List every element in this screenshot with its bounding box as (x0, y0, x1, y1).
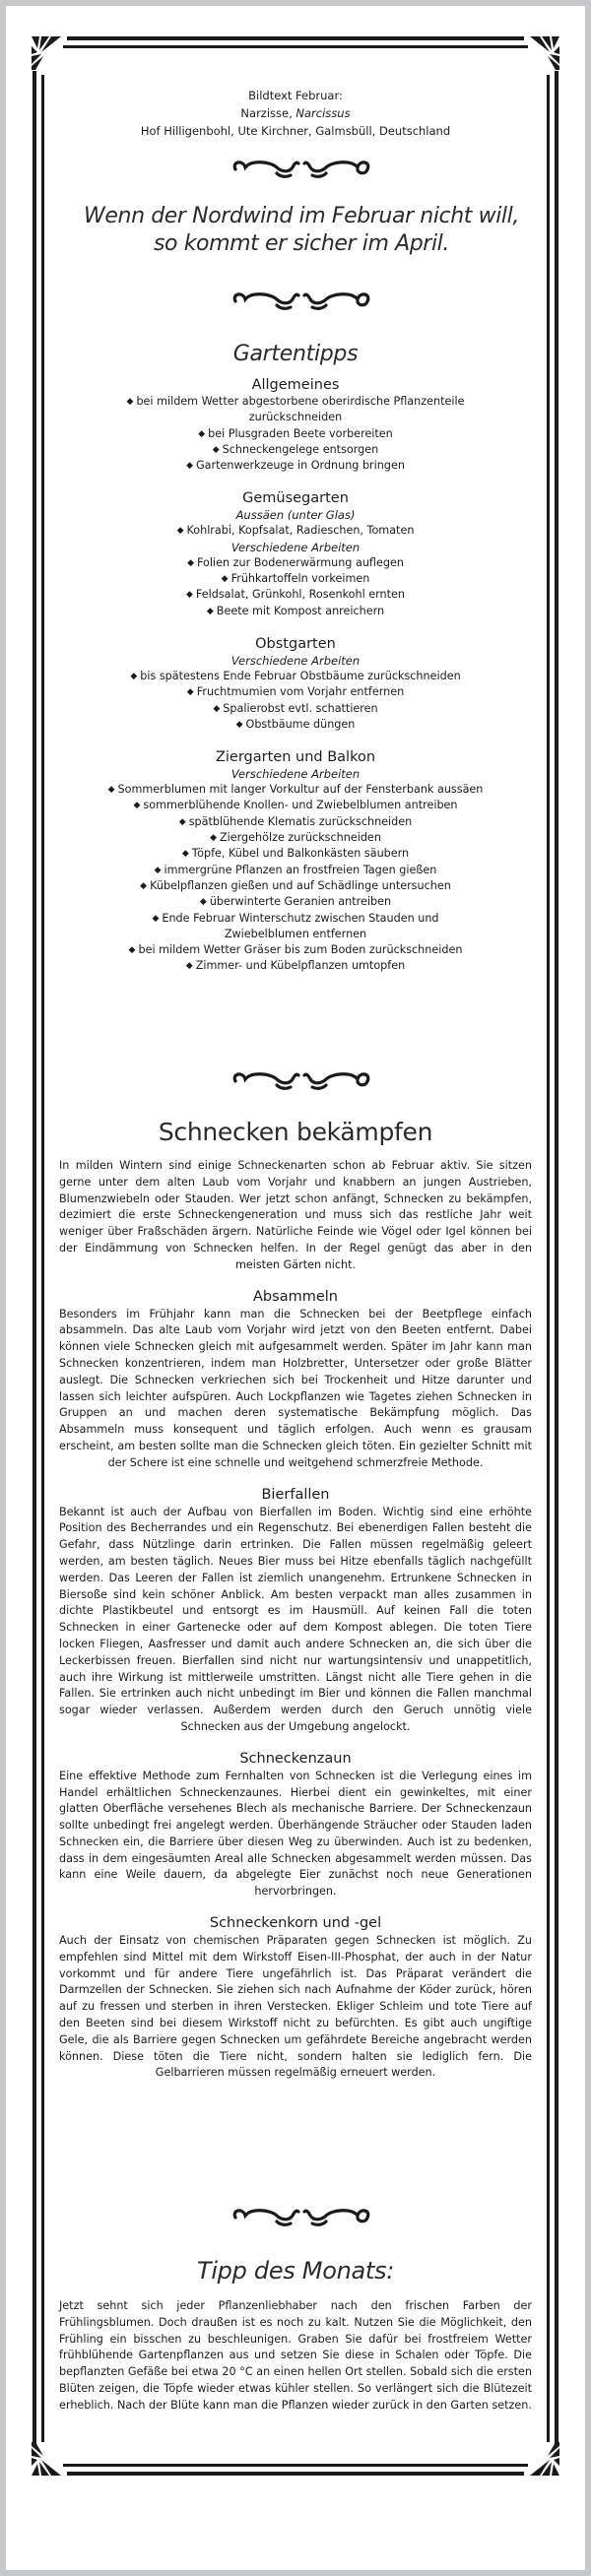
tip-item: ◆ Ende Februar Winterschutz zwischen Stauden und Zwiebelblumen entfernen (152, 911, 439, 940)
proverb-line-2: so kommt er sicher im April. (154, 231, 449, 256)
tips-subheading: Verschiedene Arbeiten (230, 540, 361, 554)
bullet-icon: ◆ (213, 703, 221, 714)
bullet-icon: ◆ (126, 397, 134, 407)
tip-item: ◆ bei mildem Wetter abgestorbene oberirdische Pflanzenteile zurückschneiden (126, 395, 465, 424)
tip-item: ◆ Folien zur Bodenerwärmung auflegen (59, 555, 532, 571)
frame-left-line-outer (33, 71, 36, 2446)
tip-item: ◆ Zimmer- und Kübelpflanzen umtopfen (59, 958, 532, 974)
bullet-icon: ◆ (154, 865, 162, 875)
bullet-icon: ◆ (187, 557, 194, 568)
subsection-title-absammeln: Absammeln (253, 1288, 338, 1305)
tip-item: ◆ Beete mit Kompost anreichern (59, 604, 532, 619)
subsection-text-bierfallen: Bekannt ist auch der Aufbau von Bierfallen im Boden. Wichtig sind eine erhöhte Position des Becherrandes und ein Regenschutz. Bei ebenerdigen Fallen besteht die Gefahr, dass Nützlinge darin ertrinken. Die Fallen müssen regelmäßig geleert werden, am besten täglich. Neues Bier muss bei Hitze ebenfalls täglich nachgefüllt werden. Das Leeren der Fallen ist ziemlich unangenehm. Ertrunkene Schnecken in Biersoße sind kein schöner Anblick. Am besten verpackt man alles zusammen in dichte Plastikbeutel und entsorgt es im Hausmüll. Auf keinen Fall die toten Schnecken in einer Gartenecke oder auf dem Kompost ablegen. Die toten Tiere locken Fliegen, Aasfresser und damit auch andere Schnecken an, die sich über die Leckerbissen freuen. Bierfallen sind nicht nur wartungsintensiv und unappetitlich, auch ihre Wirkung ist mittlerweile umstritten. Längst nicht alle Tiere gehen in die Fallen. Sie ertrinken auch nicht unbedingt im Bier und können die Fallen manchmal sogar wieder verlassen. Außerdem werden durch den Geruch unnötig viele Schnecken aus der Umgebung angelockt. (59, 1505, 532, 1733)
scroll-ornament-icon (228, 288, 375, 315)
tip-item: ◆ Töpfe, Kübel und Balkonkästen säubern (59, 846, 532, 862)
tips-heading-gemuesegarten: Gemüsegarten (242, 490, 349, 507)
proverb-line-1: Wenn der Nordwind im Februar nicht will, (84, 204, 519, 228)
snail-section-title: Schnecken bekämpfen (158, 1118, 433, 1146)
frame-top-line-inner (63, 45, 528, 48)
frame-bottom-line-inner (63, 2464, 528, 2467)
tips-subheading: Verschiedene Arbeiten (230, 767, 361, 782)
tip-of-month-text: Jetzt sehnt sich jeder Pflanzenliebhaber nach den frischen Farben der Frühlingsblumen. Doch draußen ist es noch zu kalt. Nutzen Sie die Möglichkeit, den Frühling ein bisschen zu beschleunigen. Graben Sie dafür bei frostfreiem Wetter frühblühende Gartenpflanzen aus und setzen Sie diese in Schalen oder Töpfe. Die bepflanzten Gefäße bei etwa 20 °C an einen hellen Ort stellen. Sobald sich die ersten Blüten zeigen, die Töpfe wieder etwas kühler stellen. So verlängert sich die Blütezeit erheblich. Nach der Blüte kann man die Pflanzen wieder zurück in den Garten setzen. (59, 2299, 532, 2412)
bullet-icon: ◆ (176, 526, 184, 537)
bullet-icon: ◆ (178, 816, 186, 827)
tip-item: ◆ immergrüne Pflanzen an frostfreien Tagen gießen (59, 863, 532, 878)
bullet-icon: ◆ (185, 590, 193, 601)
tip-item: ◆ Frühkartoffeln vorkeimen (59, 571, 532, 587)
corner-ornament-icon (32, 2442, 65, 2476)
weather-proverb (45, 203, 558, 258)
bullet-icon: ◆ (152, 913, 160, 924)
tip-item: ◆ bei Plusgraden Beete vorbereiten (59, 426, 532, 442)
frame-bottom-line-outer (67, 2472, 524, 2476)
bullet-icon: ◆ (199, 897, 207, 908)
bullet-icon: ◆ (198, 428, 206, 439)
corner-ornament-icon (526, 36, 559, 70)
image-caption (59, 87, 532, 140)
tips-heading-obstgarten: Obstgarten (255, 635, 336, 652)
bullet-icon: ◆ (133, 801, 141, 811)
frame-left-line-inner (41, 75, 44, 2442)
subsection-text-absammeln: Besonders im Frühjahr kann man die Schnecken bei der Beetpflege einfach absammeln. Das alte Laub vom Vorjahr wird jetzt von den Beeten entfernt. Dabei können viele Schnecken gleich mit aufgesammelt werden. Später im Jahr kann man Schnecken konzentrieren, indem man Holzbretter, Untersetzer oder große Blätter auslegt. Die Schnecken verkriechen sich bei Trockenheit und Hitze darunter und lassen sich leichter aufspüren. Auch Lockpflanzen wie Tagetes ziehen Schnecken in Gruppen an und machen deren systematische Bekämpfung möglich. Das Absammeln muss konsequent und täglich erfolgen. Auch wenn es grausam erscheint, am besten sollte man die Schnecken gleich töten. Ein gezielter Schnitt mit der Schere ist eine schnelle und weitgehend schmerzfreie Methode. (59, 1307, 532, 1469)
scroll-ornament-icon (228, 2204, 375, 2231)
bullet-icon: ◆ (130, 671, 138, 681)
tip-item: ◆ Sommerblumen mit langer Vorkultur auf der Fensterbank aussäen (59, 782, 532, 798)
tip-item: ◆ Gartenwerkzeuge in Ordnung bringen (59, 458, 532, 474)
bullet-icon: ◆ (107, 785, 115, 796)
bullet-icon: ◆ (206, 606, 214, 616)
tips-heading-allgemeines: Allgemeines (251, 377, 340, 393)
tip-item: ◆ bis spätestens Ende Februar Obstbäume zurückschneiden (59, 669, 532, 684)
subsection-title-schneckenkorn: Schneckenkorn und -gel (209, 1915, 382, 1932)
caption-title: Bildtext Februar: (248, 89, 343, 102)
tips-heading-ziergarten: Ziergarten und Balkon (215, 749, 376, 766)
tip-item: ◆ Ziergehölze zurückschneiden (59, 830, 532, 846)
bullet-icon: ◆ (186, 461, 193, 472)
subsection-text-schneckenzaun: Eine effektive Methode zum Fernhalten von Schnecken ist die Verlegung eines im Handel erhältlichen Schneckenzaunes. Hierbei dient ein gewinkeltes, mit einer glatten Oberfläche versehenes Blech als mechanische Barriere. Der Schneckenzaun sollte unbedingt frei angelegt werden. Überhängende Sträucher oder Stauden laden Schnecken ein, die Barriere über diesen Weg zu überwinden. Auch ist zu bedenken, dass in dem eingesäumten Areal alle Schnecken abgesammelt werden müssen. Das kann eine Weile dauern, da abgelegte Eier zunächst noch neue Generationen hervorbringen. (59, 1769, 532, 1899)
bullet-icon: ◆ (212, 444, 220, 455)
tip-item: ◆ Feldsalat, Grünkohl, Rosenkohl ernten (59, 587, 532, 603)
bullet-icon: ◆ (140, 880, 148, 891)
tip-of-month-title: Tipp des Monats: (196, 2257, 395, 2285)
bullet-icon: ◆ (210, 833, 217, 844)
tip-item: ◆ spätblühende Klematis zurückschneiden (59, 814, 532, 830)
bullet-icon: ◆ (185, 961, 193, 972)
tip-item: ◆ Schneckengelege entsorgen (59, 442, 532, 458)
tip-item: ◆ Kübelpflanzen gießen und auf Schädlinge untersuchen (59, 878, 532, 894)
tip-item: ◆ bei mildem Wetter Gräser bis zum Boden zurückschneiden (59, 942, 532, 958)
frame-right-line-inner (547, 75, 550, 2442)
bullet-icon: ◆ (181, 849, 189, 860)
tip-item: ◆ Fruchtmumien vom Vorjahr entfernen (59, 684, 532, 700)
subsection-title-schneckenzaun: Schneckenzaun (239, 1750, 352, 1767)
frame-right-line-outer (555, 71, 558, 2446)
caption-credit: Hof Hilligenbohl, Ute Kirchner, Galmsbüll, Deutschland (140, 124, 451, 138)
bullet-icon: ◆ (186, 687, 194, 698)
scroll-ornament-icon (228, 156, 375, 183)
caption-latin-name: Narcissus (296, 106, 351, 120)
bullet-icon: ◆ (235, 719, 243, 730)
bullet-icon: ◆ (128, 945, 136, 956)
tip-item: ◆ überwinterte Geranien antreiben (59, 894, 532, 910)
snail-control-section (59, 1117, 532, 2082)
tip-of-month-section (59, 2255, 532, 2415)
subsection-text-schneckenkorn: Auch der Einsatz von chemischen Präparaten gegen Schnecken ist möglich. Zu empfehlen sind Mittel mit dem Wirkstoff Eisen-III-Phosphat, der auch in der Natur vorkommt und für andere Tiere ungefährlich ist. Das Präparat verändert die Darmzellen der Schnecken. Sie ziehen sich nach Aufnahme der Köder zurück, hören auf zu fressen und sterben in ihren Verstecken. Ekliger Schleim und tote Tiere auf den Beeten sind bei diesem Wirkstoff nicht zu befürchten. Es gibt auch ungiftige Gele, die als Barriere gegen Schnecken um gefährdete Bereiche angebracht werden können. Diese töten die Tiere nicht, sondern halten sie lediglich fern. Die Gelbarrieren müssen regelmäßig erneuert werden. (59, 1934, 532, 2080)
subsection-title-bierfallen: Bierfallen (261, 1486, 330, 1503)
garden-tips-title: Gartentipps (232, 342, 359, 366)
tip-item: ◆ Spalierobst evtl. schattieren (59, 701, 532, 717)
snail-intro-paragraph: In milden Wintern sind einige Schneckenarten schon ab Februar aktiv. Sie sitzen gerne unter dem alten Laub vom Vorjahr und knabbern an jungen Austrieben, Blumenzwiebeln oder Stauden. Wer jetzt schon anfängt, Schnecken zu bekämpfen, dezimiert die erste Schneckengeneration und muss sich das restliche Jahr weit weniger über Fraßschäden ärgern. Natürliche Feinde wie Vögel oder Igel können bei der Eindämmung von Schnecken helfen. In der Regel genügt das aber in den meisten Gärten nicht. (59, 1159, 532, 1271)
tip-item: ◆ Kohlrabi, Kopfsalat, Radieschen, Tomaten (59, 523, 532, 539)
tips-subheading: Aussäen (unter Glas) (235, 508, 356, 523)
tip-item: ◆ Obstbäume düngen (59, 717, 532, 733)
tips-subheading: Verschiedene Arbeiten (230, 653, 361, 668)
caption-plant: Narzisse, Narcissus (240, 106, 351, 120)
tip-item: ◆ sommerblühende Knollen- und Zwiebelblumen antreiben (59, 798, 532, 813)
scroll-ornament-icon (228, 1067, 375, 1095)
corner-ornament-icon (526, 2442, 559, 2476)
corner-ornament-icon (32, 36, 65, 70)
document-page (6, 6, 585, 2570)
frame-top-line-outer (67, 36, 524, 40)
bullet-icon: ◆ (221, 574, 229, 585)
garden-tips-section (59, 341, 532, 975)
